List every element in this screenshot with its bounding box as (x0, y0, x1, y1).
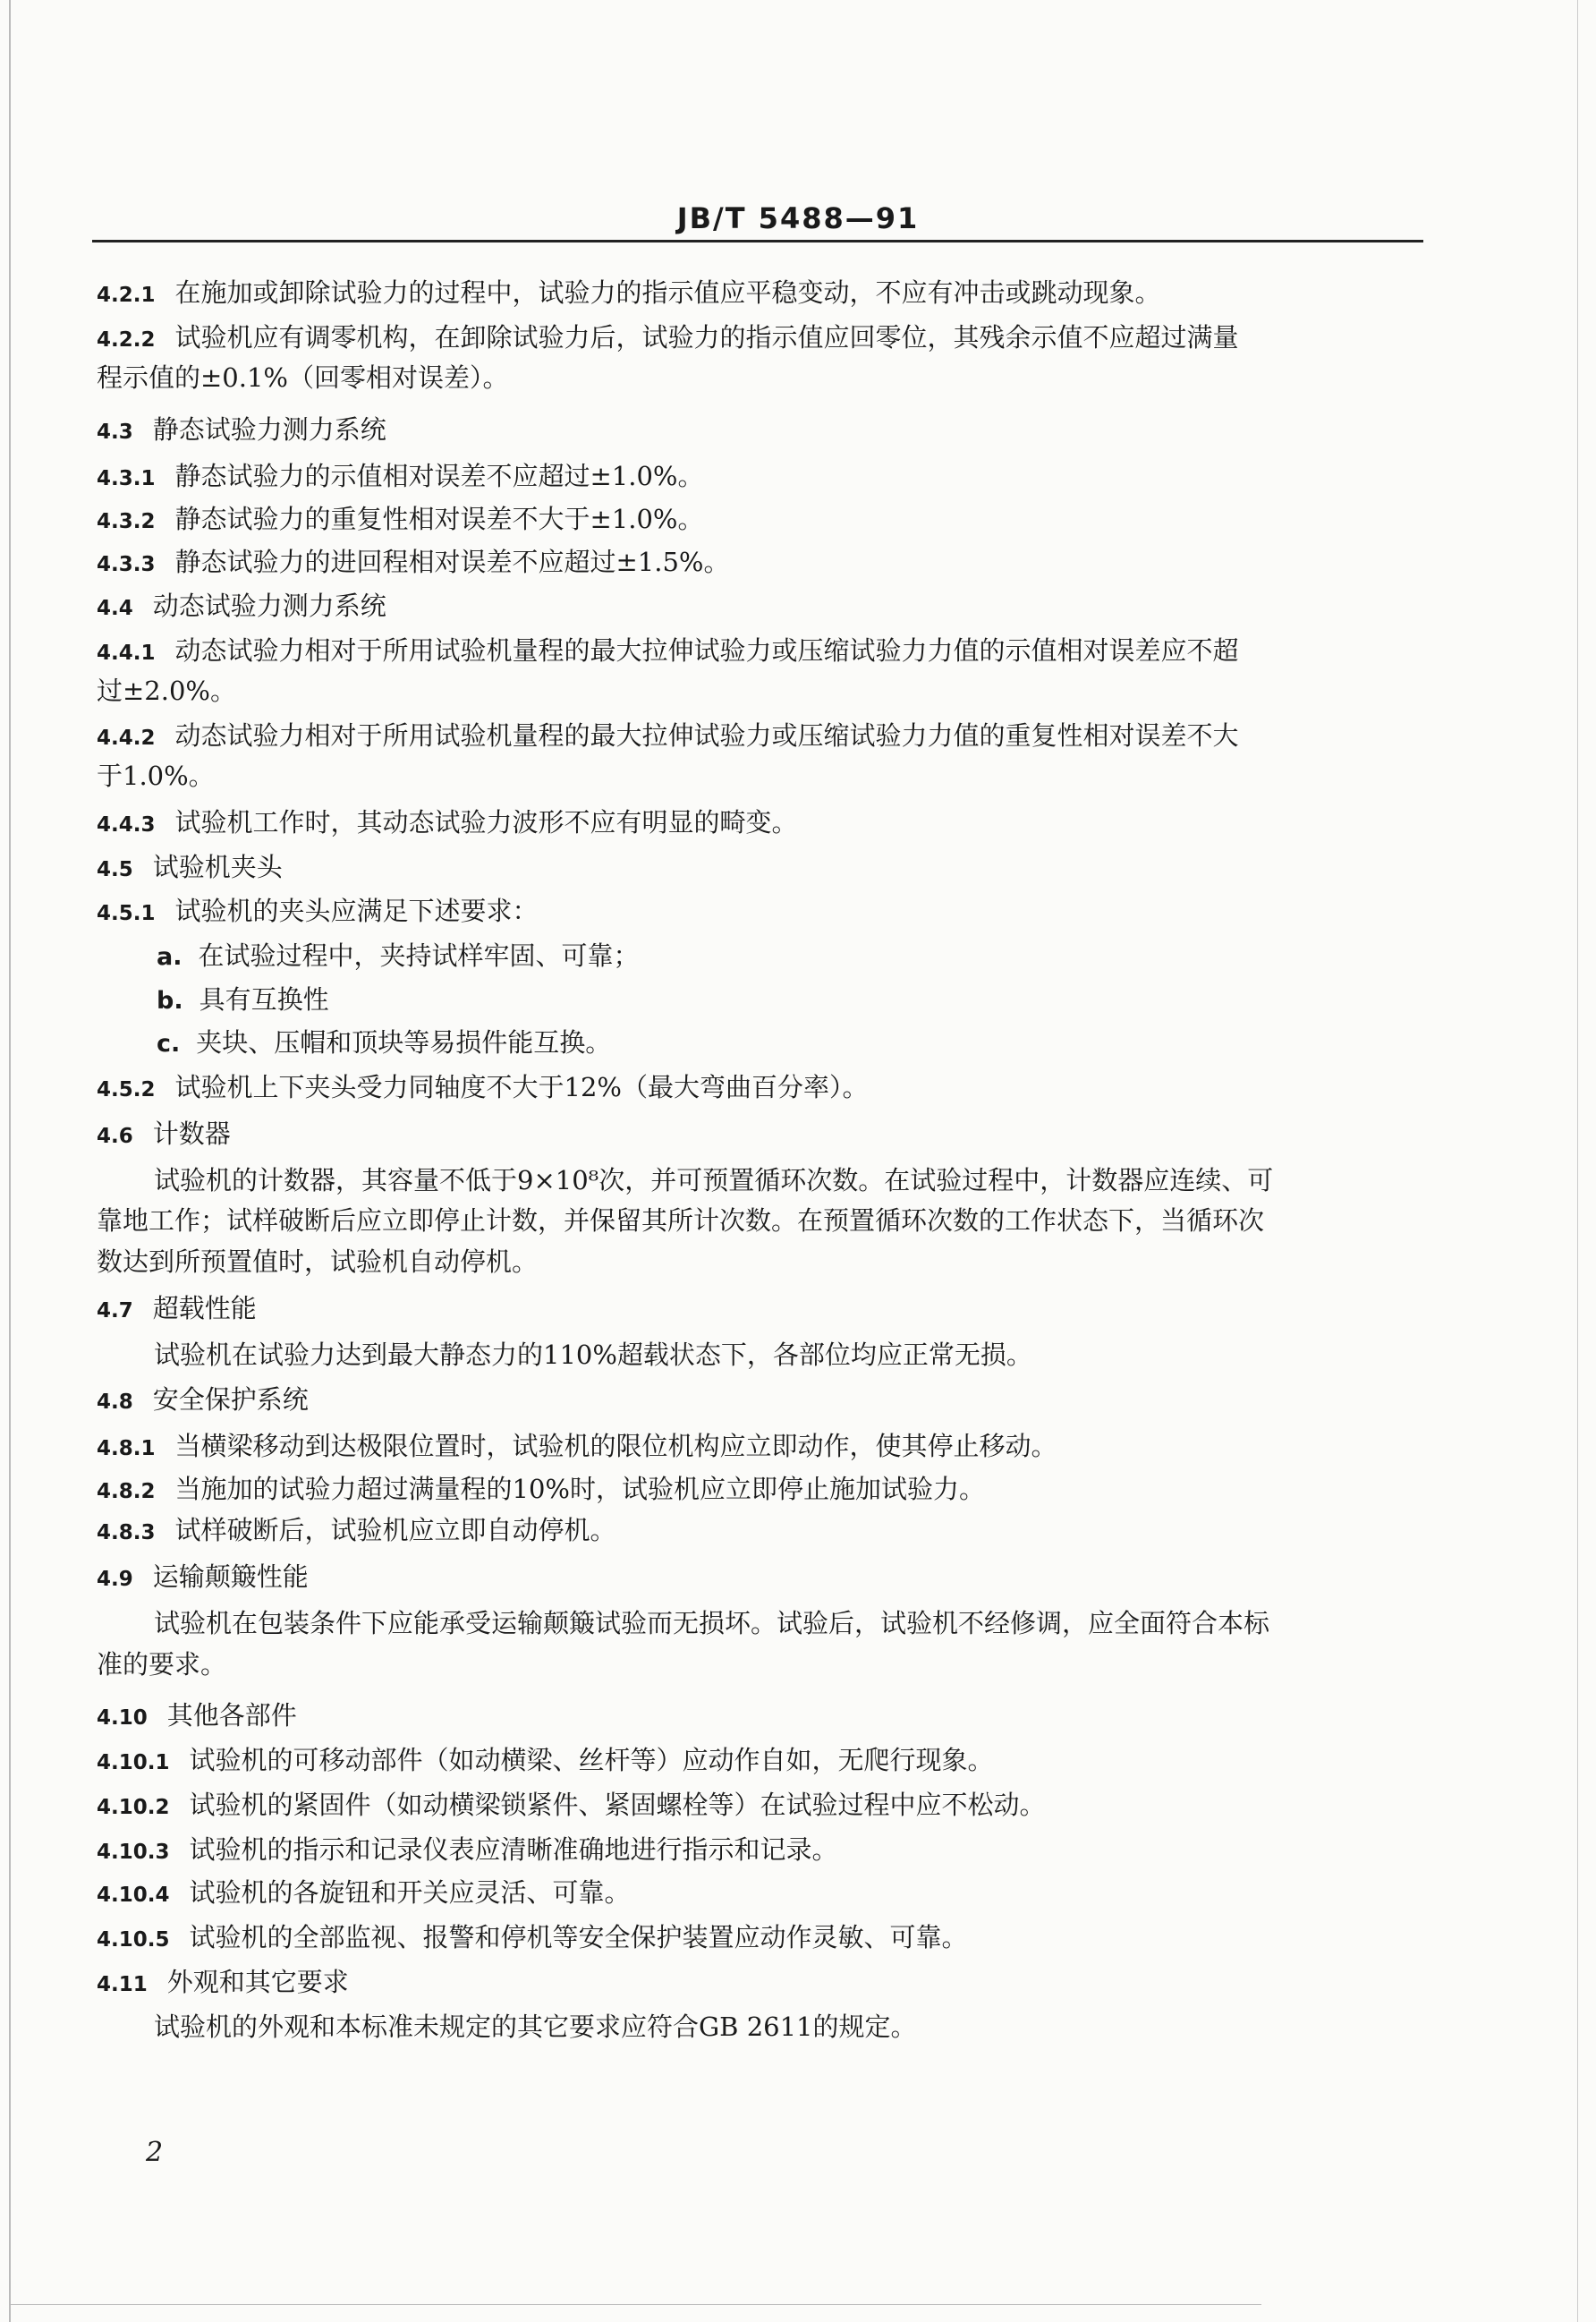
text-line (97, 716, 1510, 755)
text-line (154, 1603, 1567, 1643)
text-line (97, 586, 1510, 625)
scan-edge-left (9, 0, 11, 2322)
clause-text: 试验机工作时，其动态试验力波形不应有明显的畸变。 (174, 807, 798, 838)
clause-text: 试验机的全部监视、报警和停机等安全保护装置应动作灵敏、可靠。 (189, 1922, 968, 1952)
text-line (97, 1114, 1510, 1153)
text-line (97, 542, 1510, 582)
clause-text: 在施加或卸除试验力的过程中，试验力的指示值应平稳变动，不应有冲击或跳动现象。 (174, 277, 1161, 308)
clause-text: 当施加的试验力超过满量程的10%时，试验机应立即停止施加试验力。 (174, 1474, 985, 1504)
clause-text: 过±2.0%。 (97, 676, 236, 706)
text-line (157, 980, 1570, 1019)
clause-number: 4.5.1 (97, 902, 156, 925)
clause-number: 4.10.5 (97, 1928, 170, 1952)
text-line (97, 1918, 1510, 1957)
clause-number: 4.3 (97, 421, 133, 444)
clause-text: 夹块、压帽和顶块等易损件能互换。 (196, 1027, 612, 1058)
clause-text: 试验机上下夹头受力同轴度不大于12%（最大弯曲百分率）。 (174, 1072, 869, 1102)
clause-text: 试验机的可移动部件（如动横梁、丝杆等）应动作自如，无爬行现象。 (189, 1745, 994, 1775)
clause-text: 外观和其它要求 (166, 1967, 349, 1997)
text-line (97, 1962, 1510, 2002)
header-rule (92, 240, 1423, 242)
clause-text: 程示值的±0.1%（回零相对误差）。 (97, 362, 509, 393)
clause-number: 4.4.1 (97, 642, 156, 665)
text-line (97, 1785, 1510, 1824)
clause-text: 安全保护系统 (152, 1384, 309, 1415)
clause-text: 试验机的外观和本标准未规定的其它要求应符合GB 2611的规定。 (154, 2012, 917, 2042)
clause-number: 4.3.1 (97, 467, 156, 490)
text-line (97, 1557, 1510, 1596)
clause-text: 试样破断后，试验机应立即自动停机。 (174, 1515, 616, 1545)
text-line (97, 803, 1510, 842)
text-line (97, 1380, 1510, 1419)
list-item-label: b. (157, 987, 183, 1015)
text-line (97, 273, 1510, 312)
clause-number: 4.10.4 (97, 1884, 170, 1907)
clause-text: 运输颠簸性能 (152, 1561, 309, 1592)
clause-text: 静态试验力的进回程相对误差不应超过±1.5%。 (174, 547, 730, 577)
clause-text: 试验机应有调零机构，在卸除试验力后，试验力的指示值应回零位，其残余示值不应超过满量 (174, 322, 1239, 353)
text-line (97, 1645, 1510, 1684)
clause-text: 试验机在包装条件下应能承受运输颠簸试验而无损坏。试验后，试验机不经修调，应全面符合本标 (154, 1608, 1270, 1638)
text-line (154, 1161, 1567, 1200)
text-line (154, 2007, 1567, 2046)
scan-edge-bottom (9, 2304, 1261, 2305)
clause-number: 4.9 (97, 1568, 133, 1591)
text-line (97, 1830, 1510, 1869)
clause-number: 4.10.3 (97, 1841, 170, 1864)
clause-number: 4.8.1 (97, 1437, 156, 1460)
clause-text: 静态试验力测力系统 (152, 414, 386, 445)
text-line (97, 456, 1510, 496)
clause-text: 在试验过程中，夹持试样牢固、可靠； (198, 940, 640, 971)
clause-text: 其他各部件 (166, 1700, 297, 1731)
clause-number: 4.2.1 (97, 284, 156, 307)
clause-number: 4.4.2 (97, 727, 156, 750)
clause-number: 4.3.2 (97, 510, 156, 533)
clause-text: 具有互换性 (199, 984, 329, 1015)
text-line (97, 1740, 1510, 1780)
text-line (157, 1023, 1570, 1062)
clause-text: 计数器 (152, 1118, 231, 1149)
text-line (97, 1201, 1510, 1240)
text-line (97, 891, 1510, 931)
clause-text: 超载性能 (152, 1293, 257, 1323)
clause-number: 4.6 (97, 1125, 133, 1148)
clause-text: 试验机夹头 (152, 852, 283, 882)
clause-number: 4.5.2 (97, 1078, 156, 1101)
clause-text: 试验机的计数器，其容量不低于9×10⁸次，并可预置循环次数。在试验过程中，计数器应连续、可 (154, 1165, 1274, 1195)
text-line (97, 1469, 1510, 1509)
clause-number: 4.11 (97, 1973, 148, 1996)
clause-number: 4.5 (97, 858, 133, 881)
clause-number: 4.10 (97, 1706, 148, 1730)
text-line (97, 499, 1510, 539)
clause-text: 动态试验力相对于所用试验机量程的最大拉伸试验力或压缩试验力力值的重复性相对误差不大 (174, 720, 1239, 751)
clause-text: 数达到所预置值时，试验机自动停机。 (97, 1246, 539, 1277)
clause-text: 试验机的夹头应满足下述要求： (174, 896, 539, 926)
clause-text: 动态试验力相对于所用试验机量程的最大拉伸试验力或压缩试验力力值的示值相对误差应不超 (174, 635, 1239, 666)
clause-text: 试验机的指示和记录仪表应清晰准确地进行指示和记录。 (189, 1834, 838, 1865)
clause-number: 4.8.3 (97, 1521, 156, 1544)
clause-text: 试验机的各旋钮和开关应灵活、可靠。 (189, 1877, 631, 1908)
text-line (157, 936, 1570, 975)
text-line (97, 671, 1510, 710)
text-line (97, 1242, 1510, 1281)
text-line (97, 1289, 1510, 1328)
clause-number: 4.2.2 (97, 328, 156, 352)
clause-text: 试验机的紧固件（如动横梁锁紧件、紧固螺栓等）在试验过程中应不松动。 (189, 1790, 1046, 1820)
clause-text: 静态试验力的重复性相对误差不大于±1.0%。 (174, 504, 704, 534)
text-line (97, 1696, 1510, 1735)
text-line (97, 631, 1510, 670)
text-line (97, 756, 1510, 795)
clause-number: 4.10.1 (97, 1751, 170, 1774)
text-line (97, 318, 1510, 357)
document-header: JB/T 5488—91 (676, 201, 920, 235)
list-item-label: a. (157, 943, 183, 971)
clause-text: 当横梁移动到达极限位置时，试验机的限位机构应立即动作，使其停止移动。 (174, 1431, 1057, 1461)
clause-number: 4.4 (97, 597, 133, 620)
clause-text: 静态试验力的示值相对误差不应超过±1.0%。 (174, 461, 704, 491)
text-line (97, 1510, 1510, 1550)
clause-number: 4.8.2 (97, 1480, 156, 1503)
text-line (97, 410, 1510, 449)
clause-text: 准的要求。 (97, 1649, 227, 1680)
list-item-label: c. (157, 1030, 181, 1058)
clause-number: 4.4.3 (97, 813, 156, 837)
text-line (97, 847, 1510, 887)
clause-number: 4.3.3 (97, 553, 156, 576)
clause-text: 动态试验力测力系统 (152, 591, 386, 621)
clause-number: 4.7 (97, 1299, 133, 1323)
clause-text: 于1.0%。 (97, 761, 215, 791)
scan-edge-right (1577, 0, 1578, 2322)
clause-number: 4.10.2 (97, 1796, 170, 1819)
text-line (97, 1067, 1510, 1107)
text-line (97, 358, 1510, 397)
clause-number: 4.8 (97, 1391, 133, 1414)
text-line (97, 1873, 1510, 1912)
clause-text: 靠地工作；试样破断后应立即停止计数，并保留其所计次数。在预置循环次数的工作状态下，当循环次 (97, 1205, 1265, 1236)
text-line (97, 1426, 1510, 1466)
text-line (154, 1335, 1567, 1374)
page-number: 2 (146, 2137, 164, 2168)
clause-text: 试验机在试验力达到最大静态力的110%超载状态下，各部位均应正常无损。 (154, 1340, 1032, 1370)
